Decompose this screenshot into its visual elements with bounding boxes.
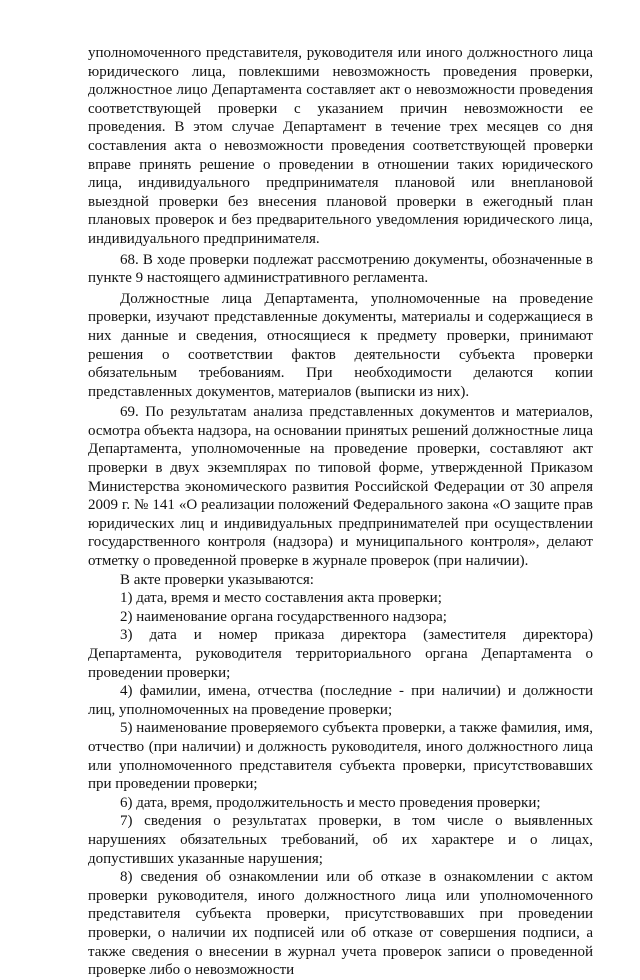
- list-item-4: 4) фамилии, имена, отчества (последние - при наличии) и должности лиц, уполномоченных на проведение проверки;: [88, 683, 593, 718]
- list-item-1: 1) дата, время и место составления акта проверки;: [120, 590, 442, 607]
- list-item-5: 5) наименование проверяемого субъекта проверки, а также фамилия, имя, отчество (при наличии) и должность руководителя, иного должностного лица или уполномоченного представителя субъекта проверки, присутствовавших при проведении проверки;: [88, 720, 593, 793]
- list-item-8: 8) сведения об ознакомлении или об отказе в ознакомлении с актом проверки руководителя, иного должностного лица или уполномоченного представителя субъекта проверки, присутствовавших при проведении проверки, о наличии их подписей или об отказе от совершения подписи, а также сведения о внесении в журнал учета проверок записи о проведенной проверке либо о невозможности: [88, 869, 593, 979]
- paragraph-68: 68. В ходе проверки подлежат рассмотрению документы, обозначенные в пункте 9 настоящего административного регламента.: [88, 251, 593, 287]
- list-item-6: 6) дата, время, продолжительность и место проведения проверки;: [120, 794, 541, 811]
- paragraph-officials: Должностные лица Департамента, уполномоченные на проведение проверки, изучают представленные документы, материалы и содержащиеся в них данные и сведения, относящиеся к предмету проверки, принимают решения о соответствии фактов деятельности субъекта проверки обязательным требованиям. При необходимости делаются копии представленных документов, материалов (выписки из них).: [88, 290, 593, 400]
- document-page: [88, 44, 593, 980]
- list-item-2: 2) наименование органа государственного надзора;: [120, 608, 447, 625]
- act-contents-heading: В акте проверки указываются:: [120, 571, 314, 588]
- paragraph-69: 69. По результатам анализа представленных документов и материалов, осмотра объекта надзора, на основании принятых решений должностные лица Департамента, уполномоченные на проведение проверки, составляют акт проверки в двух экземплярах по типовой форме, утвержденной Приказом Министерства экономического развития Российской Федерации от 30 апреля 2009 г. № 141 «О реализации положений Федерального закона «О защите прав юридических лиц и индивидуальных предпринимателей при осуществлении государственного контроля (надзора) и муниципального контроля», делают отметку о проведенной проверке в журнале проверок (при наличии).: [88, 404, 593, 570]
- list-item-7: 7) сведения о результатах проверки, в том числе о выявленных нарушениях обязательных требований, об их характере и о лицах, допустивших указанные нарушения;: [88, 813, 593, 867]
- paragraph-continuation: уполномоченного представителя, руководителя или иного должностного лица юридического лица, повлекшими невозможность проведения проверки, должностное лицо Департамента составляет акт о невозможности проведения соответствующей проверки с указанием причин невозможности ее проведения. В этом случае Департамент в течение трех месяцев со дня составления акта о невозможности проведения соответствующей проверки вправе принять решение о проведении в отношении таких юридического лица, индивидуального предпринимателя плановой или внеплановой выездной проверки без внесения плановой проверки в ежегодный план плановых проверок и без предварительного уведомления юридического лица, индивидуального предпринимателя.: [88, 45, 593, 247]
- list-item-3: 3) дата и номер приказа директора (заместителя директора) Департамента, руководителя территориального органа Департамента о проведении проверки;: [88, 627, 593, 681]
